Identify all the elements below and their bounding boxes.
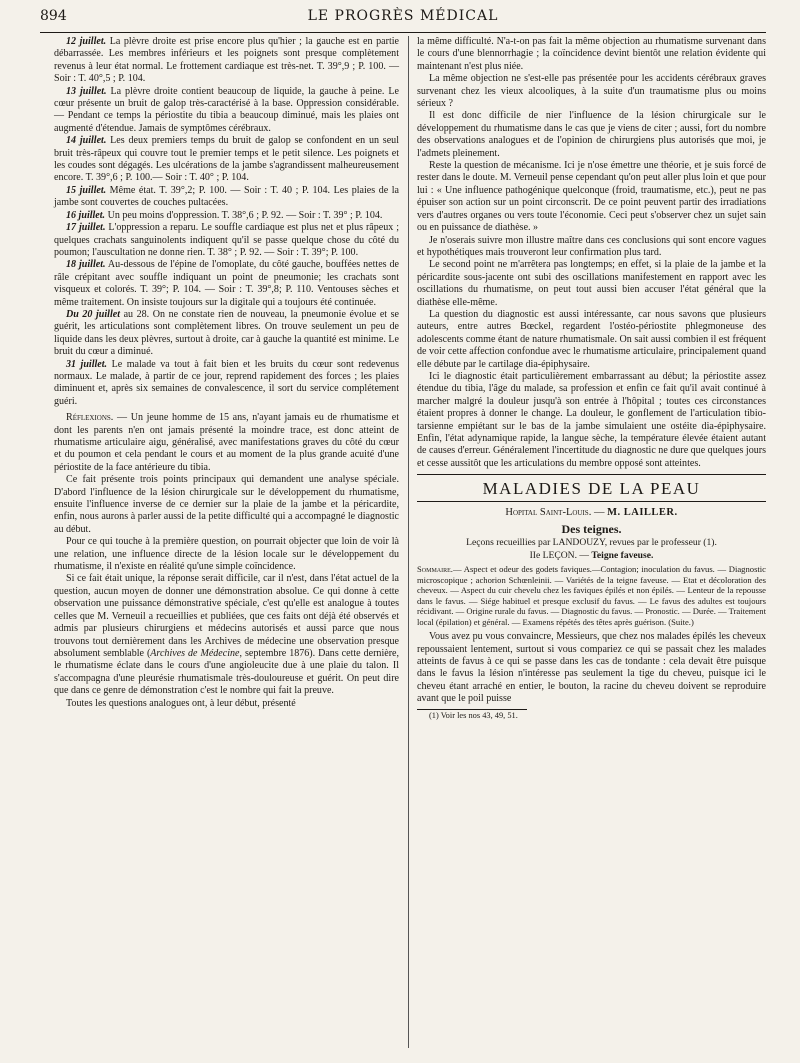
body-paragraph: Si ce fait était unique, la réponse serait difficile, car il n'est, dans l'état actuel de la question, aucun moyen de donner une démonstration absolue. Ce qui donne à cette observation une puissance démonstrative spéciale, c'est qu'elle est analogue à toutes celles que M. Verneuil a recueillies et publiées, que ces faits ont déjà été observés et admis par plusieurs chirurgiens et médecins autorisés et aussi parce que nous trouvons tout dernièrement dans les Archives de médecine une observation presque absolument semblable (Archives de Médecine, septembre 1876). Dans cette dernière, le rhumatisme éclate dans le cours d'une angioleucite due à une plaie du talon. Il s'accompagna d'une pleurésie rhumatismale très-douloureuse et guérit. On peut dire que dans ce genre de démonstration c'est le nombre qui fait la preuve. [54,573,400,697]
column-divider [408,36,409,1048]
body-paragraph: Je n'oserais suivre mon illustre maître dans ces conclusions qui sont encore vagues et hypothétiques mais trouveront leur confirmation plus tard. [417,234,766,258]
case-entry: 17 juillet. L'oppression a reparu. Le souffle cardiaque est plus net et plus râpeux ; quelques crachats sanguinolents indiquent qu'il se passe quelque chose du côté du poumon; l'auscultation ne donne rien. T. 38° ; P. 92. — Soir : T. 39°; P. 100. [54,222,399,258]
body-paragraph: La même objection ne s'est-elle pas présentée pour les accidents cérébraux graves survenant chez les vieux alcooliques, à la suite d'un traumatisme plus ou moins sérieux ? [417,73,766,110]
case-entry: 15 juillet. Même état. T. 39°,2; P. 100. — Soir : T. 40 ; P. 104. Les plaies de la jambe sont couvertes de couches pultacées. [54,184,399,209]
body-paragraph: La question du diagnostic est aussi intéressante, car nous savons que plusieurs auteurs, entre autres Bœckel, regardent l'ostéo-périostite phlegmoneuse des adolescents comme étant de nature rhumatismale. On sait aussi combien il est fréquent de voir cette affection confondue avec le rhumatisme articulaire, principalement quand elle débute par le cartilage dia-épiphysaire. [417,308,766,370]
lecture-subject: Des teignes. [561,522,622,537]
body-paragraph: Toutes les questions analogues ont, à leur début, présenté [66,697,296,709]
body-paragraph: Il est donc difficile de nier l'influence de la lésion chirurgicale sur le développement du rhumatisme dans le cas que je viens de citer ; aussi, fort du nombre des observations analogues et de l'opinion de chirurgiens plus autorisés que moi, je l'admets pleinement. [417,110,766,159]
case-entry: 14 juillet. Les deux premiers temps du bruit de galop se confondent en un seul bruit très-râpeux qui couvre tout le premier temps et le petit silence. Les poignets et les coudes sont dégagés. Les ulcérations de la jambe s'agrandissent malheureusement encore. T. 39°,6 ; P. 100.— Soir : T. 40° ; P. 104. [54,135,399,184]
lesson-summary: Sommaire.— Aspect et odeur des godets faviques.—Contagion; inoculation du favus. — Diagnostic microscopique ; achorion Schœnleinii. — Variétés de la teigne faveuse. — Etat et décoloration des cheveux. — Aspect du cuir chevelu chez les faviques épilés et non épilés. — Lenteur de la repousse dans le favus. — Siége habituel et presque exclusif du favus. — Le favus des adultes est toujours récidivant. — Origine rurale du favus. — Diagnostic du favus. — Pronostic. — Durée. — Traitement local (épilation) et général. — Examens répétés des têtes après guérison. (Suite.) [417,564,766,627]
body-paragraph: Pour ce qui touche à la première question, on pourrait objecter que loin de voir là une relation, une influence directe de la lésion locale sur le développement du rhumatisme, il n'existe en réalité qu'une simple coïncidence. [54,536,399,573]
case-entry: 31 juillet. Le malade va tout à fait bien et les bruits du cœur sont redevenus normaux. Le malade, à partir de ce jour, reprend rapidement des forces ; les plaies diminuent et, après six semaines de convalescence, il sort du service complétement guéri. [54,358,399,407]
case-entry: Du 20 juillet au 28. On ne constate rien de nouveau, la pneumonie évolue et se guérit, les articulations sont complètement libres. On trouve seulement un peu de liquide dans les deux plèvres, surtout à droite, car à gauche la quantité est minime. Le bruit du cœur a diminué. [54,308,399,358]
page-number: 894 [40,8,67,24]
body-paragraph: Ici le diagnostic était particulièrement embarrassant au début; la périostite assez étendue du tibia, l'âge du malade, sa profession et enfin ce fait qu'il avait continué à marcher malgré la douleur jusqu'à son entrée à l'hôpital ; toutes ces circonstances étaient propres à donner le change. La douleur, le gonflement de l'articulation tibio-tarsienne empiétant sur le bas de la jambe simulaient une ostéite dia-épiphysaire. Enfin, l'état adynamique rapide, la langue sèche, la température élevée étaient autant de causes d'erreur. Généralement l'incertitude du diagnostic ne dure que quelques jours et cesse aussitôt que les articulations du membre opposé sont atteintes. [417,370,766,469]
case-entry: 18 juillet. Au-dessous de l'épine de l'omoplate, du côté gauche, bouffées nettes de râle crépitant avec souffle indiquant un point de pneumonie; les crachats sont visqueux et colorés. T. 39°; P. 104. — Soir : T. 39°,8; P. 110. Ventouses sèches et même traitement. On insiste toujours sur la digitale qui a toujours été continuée. [54,259,399,308]
right-column [417,36,766,721]
lesson-heading: IIe LEÇON. — Teigne faveuse. [529,550,654,562]
body-paragraph: la même difficulté. N'a-t-on pas fait la même objection au rhumatisme survenant dans le cours d'une blennorrhagie ; la coïncidence devint bientôt une relation évidente qui maintenant n'est plus niée. [417,36,766,72]
hospital-line: Hopital Saint-Louis. — M. LAILLER. [505,507,678,519]
body-paragraph: Reste la question de mécanisme. Ici je n'ose émettre une théorie, et je suis forcé de rester dans le doute. M. Verneuil pense cependant qu'on peut aller plus loin et que pour lui : « Une influence pathogénique quelconque (froid, traumatisme, etc.), peut ne pas épuiser son action sur un point circonscrit. De ce point peuvent partir des irradiations vers d'autres organes ou vers toute l'économie. Ceci peut s'observer chez un sujet sain ou en puissance de diathèse. » [417,160,766,234]
section-header-box [417,474,766,502]
reflections-paragraph: Réflexions. — Un jeune homme de 15 ans, n'ayant jamais eu de rhumatisme et dont les parents n'en ont jamais présenté la moindre trace, est donc atteint de rhumatisme articulaire aigu, généralisé, avec manifestations graves du côté du cœur et du poumon et cela pendant le cours et au moment de la plus grande acuité d'une périostite de la face antérieure du tibia. [54,412,399,473]
body-paragraph: Vous avez pu vous convaincre, Messieurs, que chez nos malades épilés les cheveux repoussaient lentement, surtout si vous compariez ce qui se passait chez les malades atteints de favus à ce qui se passe dans les cas de tondante : cela devait être puisque dans le favus la lésion n'intéresse pas seulement la tige du cheveu, puisque ici le cheveu étant arraché en entier, le bouton, la racine du cheveu doivent se reproduire avant que le poil puisse [417,631,766,705]
body-paragraph: Ce fait présente trois points principaux qui demandent une analyse spéciale. D'abord l'influence de la lésion chirurgicale sur le développement du rhumatisme, ensuite l'influence inverse de ce dernier sur la plaie de la jambe et la péricardite, enfin, nous aurons à parler aussi de la petite difficulté qui a accompagné le diagnostic au début. [54,474,399,535]
lecture-note: Leçons recueillies par LANDOUZY, revues par le professeur (1). [466,537,717,549]
left-column [54,36,399,710]
case-entry: 13 juillet. La plèvre droite contient beaucoup de liquide, la gauche à peine. Le cœur présente un bruit de galop très-caractérisé à la base. Oppression considérable. — Pendant ce temps la périostite du tibia a beaucoup diminué, mais les plaies ont augmenté d'étendue. Jamais de symptômes cérébraux. [54,85,399,134]
section-title: MALADIES DE LA PEAU [482,479,701,499]
case-entry: 16 juillet. Un peu moins d'oppression. T. 38°,6 ; P. 92. — Soir : T. 39° ; P. 104. [66,209,383,221]
body-paragraph: Le second point ne m'arrêtera pas longtemps; en effet, si la plaie de la jambe et la péricardite sous-jacente ont subi des oscillations manifestement en rapport avec les oscillations du rhumatisme, on peut tout aussi bien accuser l'état général que la diathèse elle-même. [417,259,766,308]
case-entry: 12 juillet. La plèvre droite est prise encore plus qu'hier ; la gauche est en partie débarrassée. Les membres inférieurs et les poignets sont presque complètement revenus à leur état normal. Le frottement cardiaque est très-net. T. 39°,9 ; P. 100. — Soir : T. 40°,5 ; P. 104. [54,36,399,85]
footnote: (1) Voir les nos 43, 49, 51. [429,710,518,720]
page-header [40,8,766,30]
header-rule [40,32,766,33]
running-title: LE PROGRÈS MÉDICAL [307,8,499,24]
